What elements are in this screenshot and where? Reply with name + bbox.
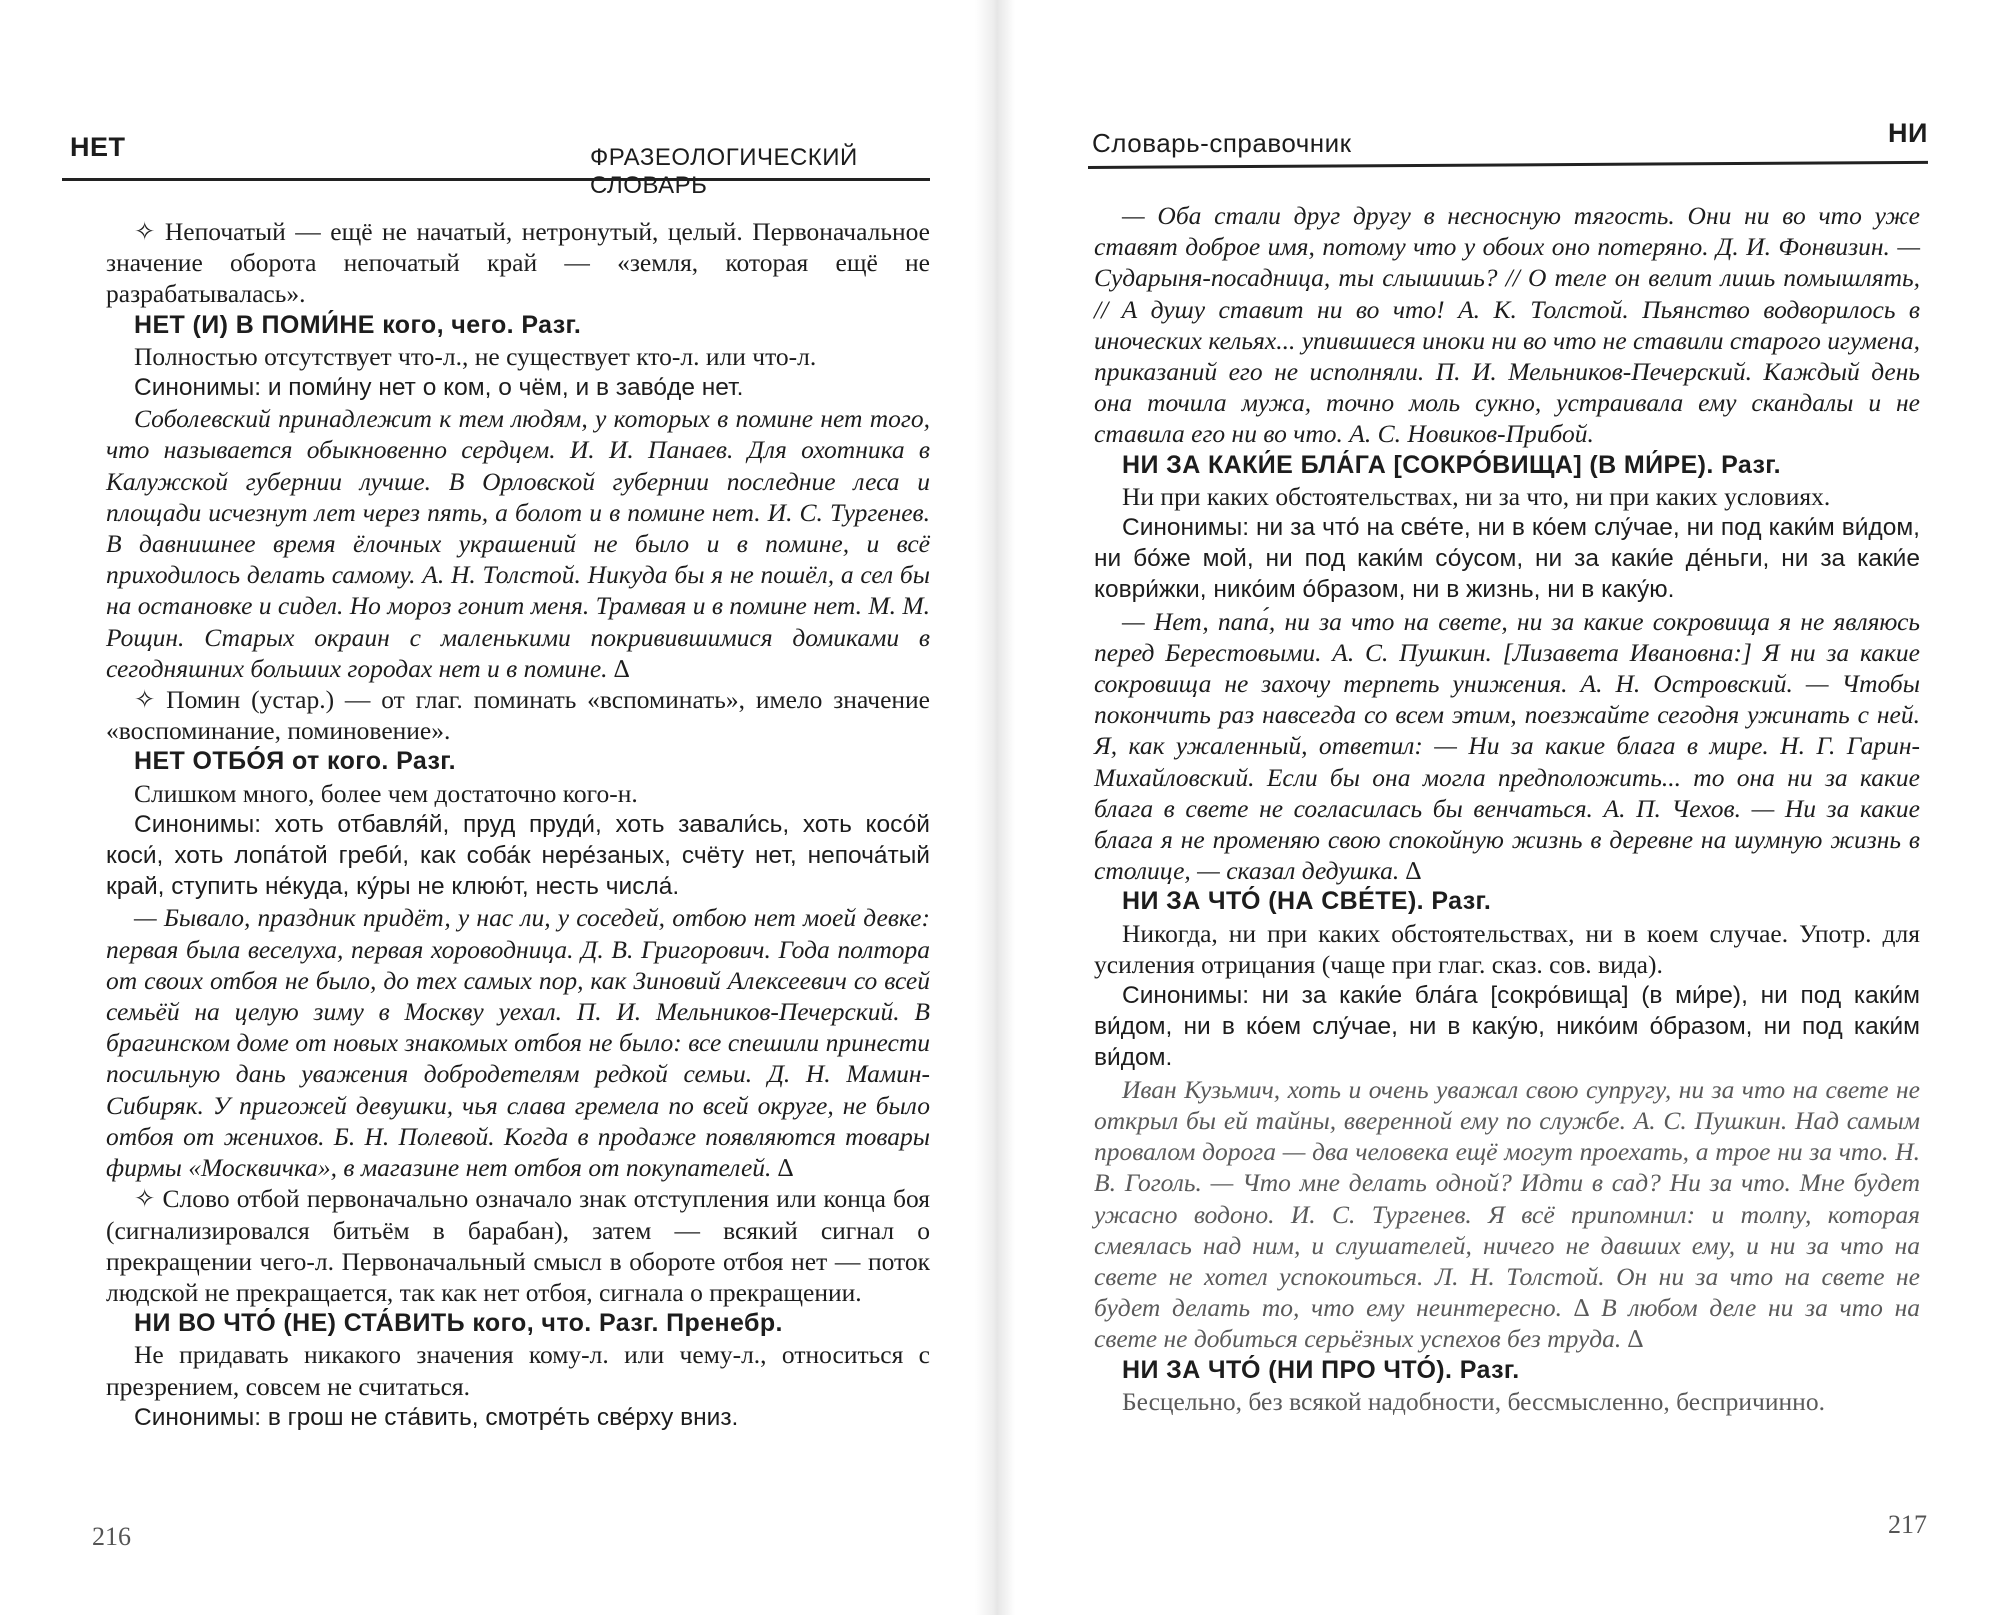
left-running-head-title: ФРАЗЕОЛОГИЧЕСКИЙ СЛОВАРЬ [590,144,858,199]
right-page-number: 217 [1888,1510,1927,1539]
right-page [1000,0,2000,1615]
right-page-text [1094,200,1920,1417]
left-running-head-entry: НЕТ [70,132,126,162]
synonyms: Синонимы: ни за что́ на све́те, ни в ко́ем слу́чае, ни под каки́м ви́дом, ни бо́же мой, ни под каки́м со́усом, ни за каки́е де́ньги, ни за каки́е коври́жки, нико́им о́бразом, ни в жизнь, ни в каку́ю. [1094,514,1920,604]
quotations: — Нет, папа́, ни за что на свете, ни за какие сокровища я не являюсь перед Берестовыми. А. С. Пушкин. [Лизавета Ивановна:] Я ни за какие сокровища не захочу терпеть унижения. А. Н. Островский. — Чтобы покончить раз навсегда со всем этим, поезжайте сегодня ужинать с ней. Я, как ужаленный, ответил: — Ни за какие блага в мире. Н. Г. Гарин-Михайловский. Если бы она могла предположить... то она ни за какие блага в свете не согласилась бы венчаться. А. П. Чехов. — Ни за какие блага я не променяю свою спокойную жизнь в деревне на шумную жизнь в столице, — сказал дедушка. ∆ [1094,606,1920,886]
headword-ni-za-kakie-blaga: НИ ЗА КАКИ́Е БЛА́ГА [СОКРО́ВИЩА] (В МИ́РЕ). Разг. [1122,450,1781,479]
right-running-head-title: Словарь-справочник [1092,128,1352,158]
headword-ni-vo-chto-stavit: НИ ВО ЧТО́ (НЕ) СТА́ВИТЬ кого, что. Разг. Пренебр. [134,1309,783,1338]
quotations: — Оба стали друг другу в несносную тягость. Они ни во что уже ставят доброе имя, потому что у обоих оно потеряно. Д. И. Фонвизин. — Сударыня-посадница, ты слышишь? // О теле он велит лишь помышлять, // А душу ставит ни во что! А. К. Толстой. Пьянство водворилось в иноческих кельях... упившиеся иноки ни во что не ставили старого игумена, приказаний его не исполняли. П. И. Мельников-Печерский. Каждый день она точила мужа, точно моль сукно, устраивала ему скандалы и не ставила его ни во что. А. С. Новиков-Прибой. [1094,201,1920,449]
definition: Слишком много, более чем достаточно кого-н. [134,778,638,808]
quotations: Иван Кузьмич, хоть и очень уважал свою супругу, ни за что на свете не открыл бы ей тайны, вверенной ему по службе. А. С. Пушкин. Над самым провалом дорога — два человека ещё могут проехать, а трое ни за что. Н. В. Гоголь. — Что мне делать одной? Идти в сад? Ни за что. Мне будет ужасно водоно. И. С. Тургенев. Я всё припомнил: и толпу, которая смеялась над ним, и слушателей, ничего не давших ему, и ни за что на свете не хотел успокоиться. Л. Н. Толстой. Он ни за что на свете не будет делать то, что ему неинтересно. ∆ В любом деле ни за что на свете не добиться серьёзных успехов без труда. ∆ [1094,1074,1920,1354]
headword-ni-za-chto-ni-pro-chto: НИ ЗА ЧТО́ (НИ ПРО ЧТО́). Разг. [1122,1355,1520,1384]
right-running-head-entry: НИ [1888,118,1928,148]
headword-ni-za-chto: НИ ЗА ЧТО́ (НА СВЕ́ТЕ). Разг. [1122,887,1492,916]
definition: Бесцельно, без всякой надобности, бессмысленно, беспричинно. [1122,1386,1825,1416]
definition: Не придавать никакого значения кому-л. или чему-л., относиться с презрением, совсем не считаться. [106,1340,930,1401]
right-header-rule [1088,161,1928,169]
synonyms: Синонимы: ни за каки́е бла́га [сокро́вища] (в ми́ре), ни под каки́м ви́дом, ни в ко́ем слу́чае, ни в каку́ю, нико́им о́бразом, ни под каки́м ви́дом. [1094,982,1920,1072]
synonyms: Синонимы: хоть отбавля́й, пруд пруди́, хоть завали́сь, хоть косо́й коси́, хоть лопа́той греби́, как соба́к нере́заных, счёту нет, непоча́тый край, ступить не́куда, ку́ры не клюю́т, несть числа́. [106,810,930,901]
left-header-rule [62,178,930,181]
note-paragraph: ✧ Непочатый — ещё не начатый, нетронутый, целый. Первоначальное значение оборота непочатый край — «земля, которая ещё не разрабатывалась». [106,217,930,309]
definition: Полностью отсутствует что-л., не существует кто-л. или что-л. [134,341,817,371]
synonyms: Синонимы: в грош не ста́вить, смотре́ть све́рху вниз. [134,1403,739,1431]
definition: Никогда, ни при каких обстоятельствах, ни в коем случае. Употр. для усиления отрицания (чаще при глаг. сказ. сов. вида). [1094,918,1920,979]
synonyms: Синонимы: и поми́ну нет о ком, о чём, и в заво́де нет. [134,374,744,402]
quotations: Соболевский принадлежит к тем людям, у которых в помине нет того, что называется обыкновенно сердцем. И. И. Панаев. Для охотника в Калужской губернии лучше. В Орловской губернии последние леса и площади исчезнут лет через пять, а болот и в помине нет. И. С. Тургенев. В давнишнее время ёлочных украшений не было и в помине, и всё приходилось делать самому. А. Н. Толстой. Никуда бы я не пошёл, а сел бы на остановке и сидел. Но мороз гонит меня. Трамвая и в помине нет. М. М. Рощин. Старых окраин с маленькими покривившимися домиками в сегодняшних больших городах нет и в помине. ∆ [106,404,930,683]
headword-net-v-pomine: НЕТ (И) В ПОМИ́НЕ кого, чего. Разг. [134,310,582,339]
note-paragraph: ✧ Слово отбой первоначально означало знак отступления или конца боя (сигнализировался битьём в барабан), затем — всякий сигнал о прекращении чего-л. Первоначальный смысл в обороте отбоя нет — поток людской не прекращается, так как нет отбоя, сигнала о прекращении. [106,1184,930,1307]
definition: Ни при каких обстоятельствах, ни за что, ни при каких условиях. [1122,481,1831,511]
quotations: — Бывало, праздник придёт, у нас ли, у соседей, отбою нет моей девке: первая была веселуха, первая хороводница. Д. В. Григорович. Года полтора от своих отбоя не было, до тех самых пор, как Зиновий Алексеевич со всей семьёй на целую зиму в Москву уехал. П. И. Мельников-Печерский. В брагинском доме от новых знакомых отбоя не было: все спешили принести посильную дань уважения добродетелям редкой семьи. Д. Н. Мамин-Сибиряк. У пригожей девушки, чья слава гремела по всей округе, не было отбоя от женихов. Б. Н. Полевой. Когда в продаже появляются товары фирмы «Москвичка», в магазине нет отбоя от покупателей. ∆ [106,903,930,1183]
left-page [0,0,980,1615]
left-page-text [106,216,930,1433]
headword-net-otboya: НЕТ ОТБО́Я от кого. Разг. [134,747,456,776]
left-page-number: 216 [92,1522,131,1551]
note-paragraph: ✧ Помин (устар.) — от глаг. поминать «вспоминать», имело значение «воспоминание, поминовение». [106,685,930,746]
